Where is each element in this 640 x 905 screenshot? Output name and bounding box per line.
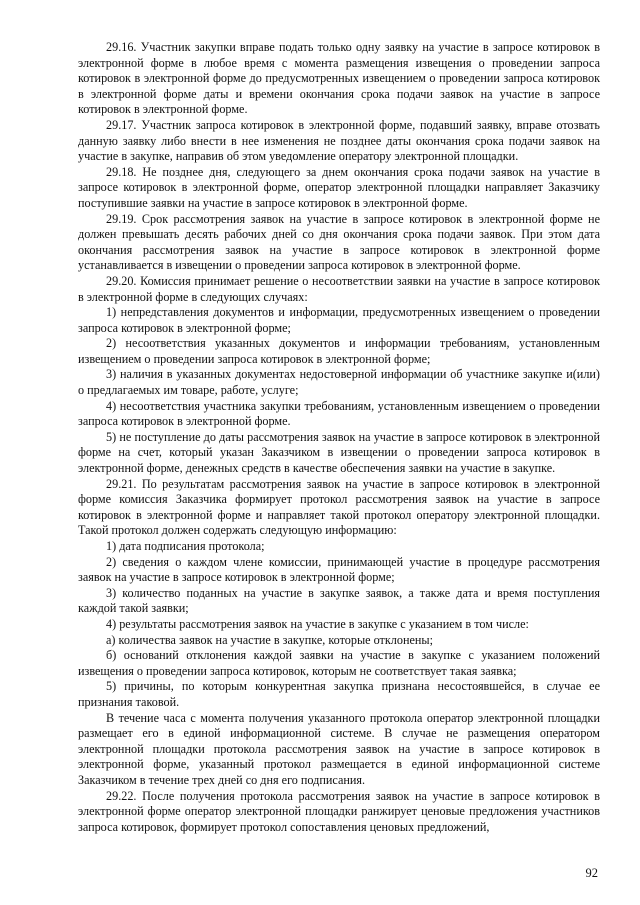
- list-item-29-21-4: 4) результаты рассмотрения заявок на участие в закупке с указанием в том числе:: [106, 616, 529, 631]
- paragraph-29-20: 29.20. Комиссия принимает решение о несоответствии заявки на участие в запросе котировок в электронной форме в следующих случаях:: [78, 273, 600, 304]
- list-item-29-21-5: 5) причины, по которым конкурентная закупка признана несостоявшейся, в случае ее признания таковой.: [78, 679, 600, 709]
- list-item-29-20-3: 3) наличия в указанных документах недостоверной информации об участнике закупке и(или) о предлагаемых им товаре, работе, услуге;: [78, 367, 600, 398]
- paragraph-protocol-publication: В течение часа с момента получения указанного протокола оператор электронной площадки размещает его в единой информационной системе. В случае не размещения оператором электронной площадки протокола рассмотрения заявок на участие в запросе котировок в электронной форме, указанный протокол размещается в единой информационной системе Заказчиком в течение трех дней со дня его подписания.: [78, 710, 600, 787]
- paragraph-29-21: 29.21. По результатам рассмотрения заявок на участие в запросе котировок в электронной форме комиссия Заказчика формирует протокол рассмотрения заявок на участие в запросе котировок в электронной форме и направляет такой протокол оператору электронной площадки. Такой протокол должен содержать следующую информацию:: [78, 476, 600, 538]
- document-body: [78, 40, 600, 835]
- list-item-29-20-2: 2) несоответствия указанных документов и информации требованиям, установленным извещением о проведении запроса котировок в электронной форме;: [78, 336, 600, 366]
- page-number: 92: [585, 866, 598, 880]
- list-item-29-21-2: 2) сведения о каждом члене комиссии, принимающей участие в процедуре рассмотрения заявок на участие в запросе котировок в электронной форме;: [78, 554, 600, 585]
- list-item-29-20-4: 4) несоответствия участника закупки требованиям, установленным извещением о проведении запроса котировок в электронной форме.: [78, 398, 600, 429]
- paragraph-29-17: 29.17. Участник запроса котировок в электронной форме, подавший заявку, вправе отозвать данную заявку либо внести в нее изменения не позднее даты окончания срока подачи заявок на участие в закупке, направив об этом уведомление оператору электронной площадки.: [78, 117, 600, 164]
- list-item-29-21-3: 3) количество поданных на участие в закупке заявок, а также дата и время поступления каждой такой заявки;: [78, 585, 600, 616]
- paragraph-29-16: 29.16. Участник закупки вправе подать только одну заявку на участие в запросе котировок в электронной форме в любое время с момента размещения извещения о проведении запроса котировок в электронной форме до предусмотренных извещением о проведении запроса котировок в электронной форме даты и времени окончания срока подачи заявок на участие в запросе котировок в электронной форме.: [78, 40, 600, 117]
- paragraph-29-18: 29.18. Не позднее дня, следующего за днем окончания срока подачи заявок на участие в запросе котировок в электронной форме, оператор электронной площадки направляет Заказчику поступившие заявки на участие в запросе котировок в электронной форме.: [78, 164, 600, 210]
- list-item-29-20-1: 1) непредставления документов и информации, предусмотренных извещением о проведении запроса котировок в электронной форме;: [78, 305, 600, 335]
- list-item-29-20-5: 5) не поступление до даты рассмотрения заявок на участие в запросе котировок в электронной форме на счет, который указан Заказчиком в извещении о проведении запроса котировок в электронной форме, денежных средств в качестве обеспечения заявки на участие в закупке.: [78, 429, 600, 476]
- paragraph-29-22: 29.22. После получения протокола рассмотрения заявок на участие в запросе котировок в электронной форме оператор электронной площадки ранжирует ценовые предложения участников запроса котировок, формирует протокол сопоставления ценовых предложений,: [78, 788, 600, 834]
- list-item-29-21-4b: б) оснований отклонения каждой заявки на участие в закупке с указанием положений извещения о проведении запроса котировок, которым не соответствует такая заявка;: [78, 648, 600, 678]
- list-item-29-21-4a: а) количества заявок на участие в закупке, которые отклонены;: [106, 632, 433, 647]
- paragraph-29-19: 29.19. Срок рассмотрения заявок на участие в запросе котировок в электронной форме не должен превышать десять рабочих дней со дня окончания срока подачи заявок. При этом дата окончания рассмотрения заявок на участие в запросе котировок в электронной форме устанавливается в извещении о проведении запроса котировок в электронной форме.: [78, 211, 600, 273]
- list-item-29-21-1: 1) дата подписания протокола;: [106, 539, 265, 553]
